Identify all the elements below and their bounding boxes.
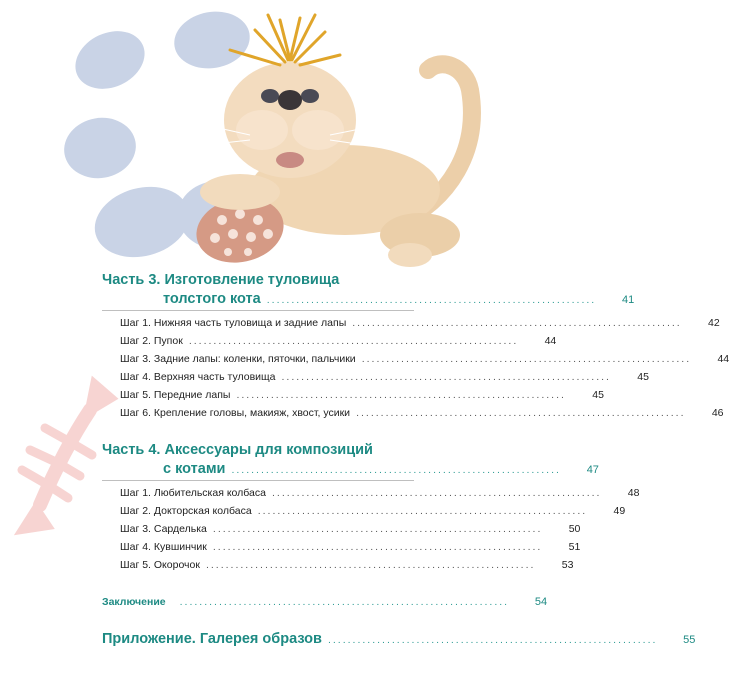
leader-dots: ................................................................... [212, 541, 543, 553]
conclusion-page: 54 [534, 596, 548, 608]
part-4-title-line2: с котами [163, 461, 226, 477]
fishbone-icon [22, 385, 110, 530]
toc-entry-label: Шаг 1. Любительская колбаса [120, 487, 266, 499]
part-4-title-line2-row[interactable] [163, 461, 599, 477]
divider [102, 310, 414, 311]
part-4-page: 47 [586, 464, 599, 476]
leader-dots: ................................................................... [179, 596, 510, 608]
toc-entry[interactable] [120, 559, 574, 571]
toc-entry-label: Шаг 5. Передние лапы [120, 389, 231, 401]
toc-entry-page: 44 [544, 335, 557, 347]
toc-entry-label: Шаг 1. Нижняя часть туловища и задние лапы [120, 317, 347, 329]
leader-dots: ................................................................... [236, 389, 566, 401]
toc-entry-page: 45 [592, 389, 604, 401]
toc-entry-page: 42 [708, 317, 720, 329]
toc-entry[interactable] [120, 353, 729, 365]
toc-entry[interactable] [120, 317, 720, 329]
divider [102, 480, 414, 481]
toc-entry-label: Шаг 3. Сарделька [120, 523, 207, 535]
leader-dots: ................................................................... [212, 523, 543, 535]
leader-dots: ................................................................... [352, 317, 682, 329]
toc-entry-label: Шаг 3. Задние лапы: коленки, пяточки, пальчики [120, 353, 356, 365]
leader-dots: ................................................................... [327, 634, 658, 646]
toc-entry[interactable] [120, 407, 724, 419]
part-3-page: 41 [621, 294, 635, 306]
appendix-label: Приложение. Галерея образов [102, 631, 322, 647]
toc-entry-label: Шаг 4. Верхняя часть туловища [120, 371, 276, 383]
part-3-title[interactable]: Часть 3. Изготовление туловища [102, 272, 340, 288]
toc-entry-page: 50 [568, 523, 581, 535]
toc-entry-page: 46 [711, 407, 724, 419]
leader-dots: ................................................................... [356, 407, 686, 419]
toc-entry-label: Шаг 5. Окорочок [120, 559, 200, 571]
toc-entry-label: Шаг 2. Пупок [120, 335, 183, 347]
toc-entry-page: 45 [637, 371, 649, 383]
part-4-title[interactable]: Часть 4. Аксессуары для композиций [102, 442, 373, 458]
toc-entry-page: 53 [561, 559, 574, 571]
toc-entry-page: 49 [613, 505, 626, 517]
leader-dots: ................................................................... [266, 294, 597, 306]
leader-dots: ................................................................... [361, 353, 692, 365]
leader-dots: ................................................................... [231, 464, 561, 476]
toc-entry[interactable] [120, 505, 626, 517]
toc-entry-page: 51 [568, 541, 581, 553]
toc-entry[interactable] [120, 541, 581, 553]
leader-dots: ................................................................... [271, 487, 602, 499]
leader-dots: ................................................................... [281, 371, 611, 383]
conclusion-label: Заключение [102, 596, 166, 608]
part-3-title-line2-row[interactable] [163, 291, 635, 307]
toc-entry[interactable] [120, 371, 649, 383]
toc-entry-page: 48 [627, 487, 640, 499]
leader-dots: ................................................................... [205, 559, 536, 571]
leader-dots: ................................................................... [188, 335, 519, 347]
toc-appendix[interactable] [102, 631, 696, 647]
toc-entry-label: Шаг 6. Крепление головы, макияж, хвост, усики [120, 407, 351, 419]
appendix-page: 55 [683, 634, 696, 646]
toc-entry-label: Шаг 4. Кувшинчик [120, 541, 207, 553]
toc-entry-page: 44 [717, 353, 729, 365]
toc-entry[interactable] [120, 487, 640, 499]
toc-conclusion[interactable] [102, 596, 548, 608]
toc-entry[interactable] [120, 335, 557, 347]
leader-dots: ................................................................... [257, 505, 588, 517]
toc-entry-label: Шаг 2. Докторская колбаса [120, 505, 252, 517]
toc-entry[interactable] [120, 389, 604, 401]
toc-entry[interactable] [120, 523, 581, 535]
part-3-title-line2: толстого кота [163, 291, 261, 307]
